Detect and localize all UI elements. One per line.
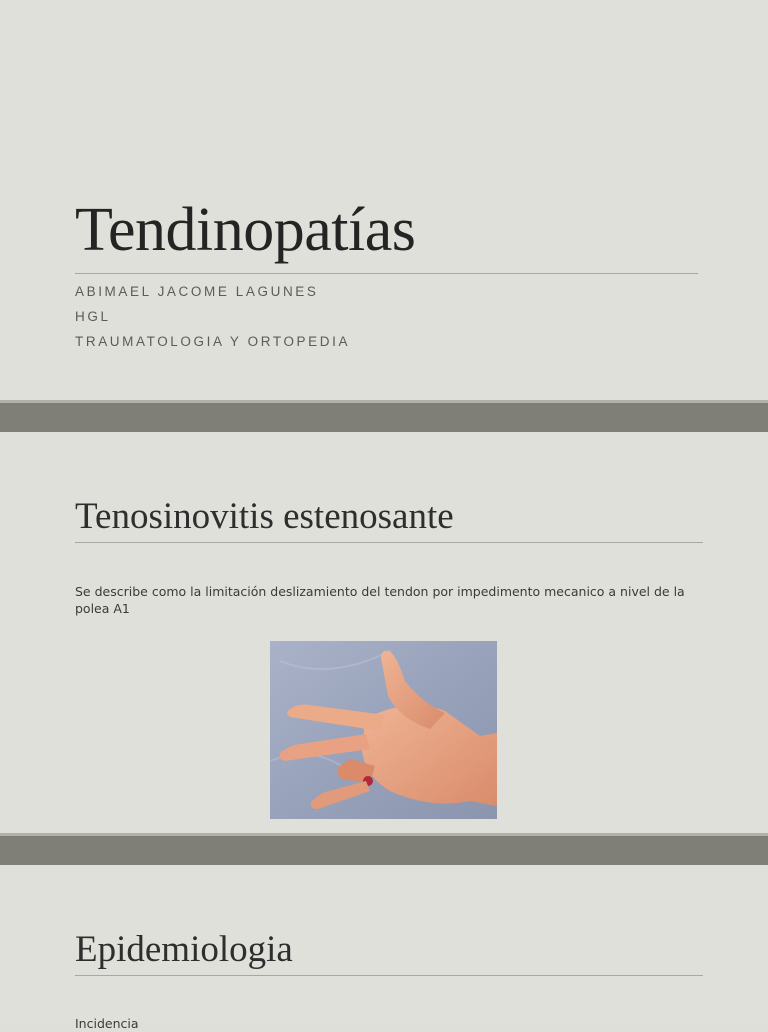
slide-title-tenosinovitis: Tenosinovitis estenosante [75,496,454,537]
slide-divider [0,400,768,432]
slide-body-epidemiologia: Incidencia [75,1016,139,1031]
section-rule [75,975,703,976]
slide-body-tenosinovitis: Se describe como la limitación deslizamiento del tendon por impedimento mecanico a nivel de la polea A1 [75,584,685,616]
slide-title [0,0,768,400]
section-rule [75,542,703,543]
hand-illustration [270,641,497,819]
hand-photo [270,641,497,819]
presentation-title: Tendinopatías [75,196,416,264]
slide-title-epidemiologia: Epidemiologia [75,929,293,970]
hospital-name: HGL [75,309,111,324]
author-name: ABIMAEL JACOME LAGUNES [75,284,319,299]
title-rule [75,273,698,274]
slide-divider [0,833,768,865]
department-name: TRAUMATOLOGIA Y ORTOPEDIA [75,334,351,349]
